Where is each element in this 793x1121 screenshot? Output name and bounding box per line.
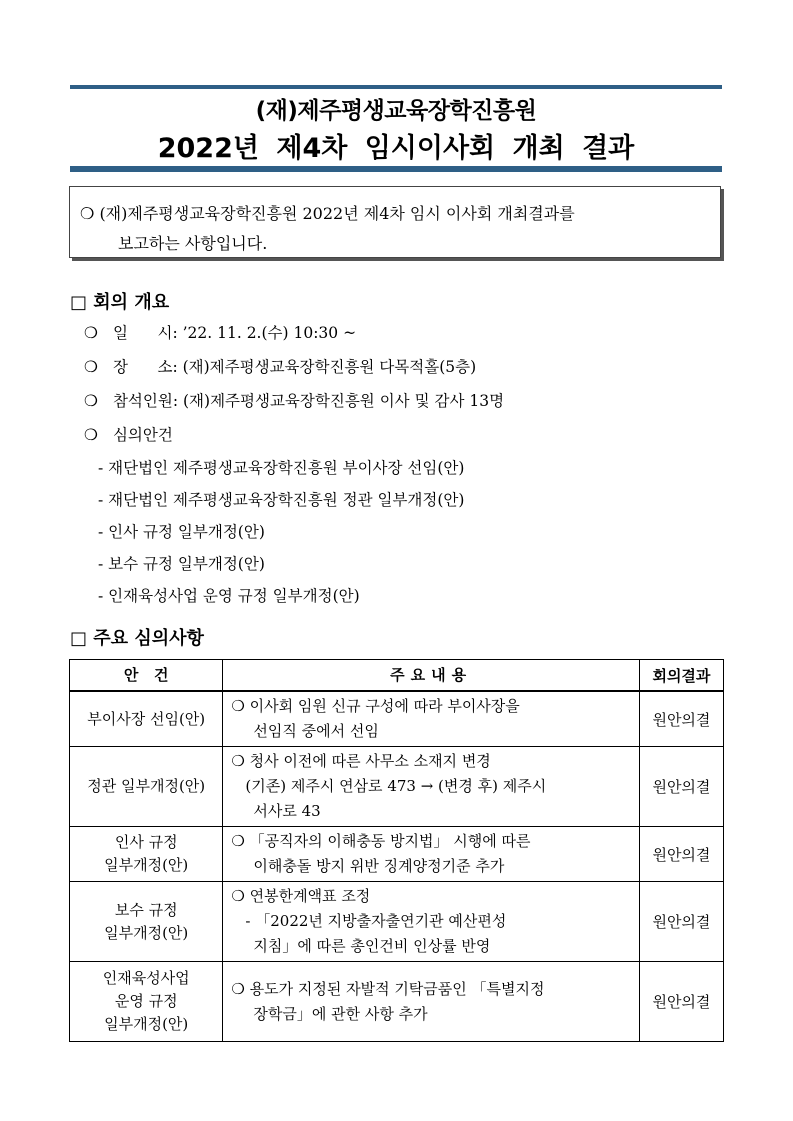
content-line: 선임직 중에서 선임 xyxy=(253,722,379,740)
content-line: - 「2022년 지방출자출연기관 예산편성 xyxy=(245,912,507,930)
overview-value: (재)제주평생교육장학진흥원 다목적홀(5층) xyxy=(182,358,477,376)
agenda-cell-line: 인사 규정 xyxy=(114,833,178,851)
overview-item-datetime xyxy=(84,321,356,343)
content-line: 서사로 43 xyxy=(253,802,321,820)
organization-title: (재)제주평생교육장학진흥원 xyxy=(255,98,537,124)
content-line: ❍ 「공직자의 이해충동 방지법」 시행에 따른 xyxy=(231,832,531,850)
title-top-rule xyxy=(70,85,722,89)
table-row xyxy=(70,827,724,882)
bullet-icon: ❍ xyxy=(84,358,98,376)
title-bottom-rule xyxy=(70,166,722,172)
overview-value: ’22. 11. 2.(수) 10:30 ~ xyxy=(182,324,357,342)
content-cell xyxy=(223,747,640,827)
content-line: ❍ 연봉한계액표 조정 xyxy=(231,887,371,905)
agenda-cell-line: 일부개정(안) xyxy=(104,923,189,942)
result-cell: 원안의결 xyxy=(639,827,723,882)
overview-label: 일 시: xyxy=(112,324,178,342)
column-header-item: 안 건 xyxy=(70,660,223,692)
content-cell xyxy=(223,882,640,962)
agenda-cell xyxy=(70,882,223,962)
column-header-content: 주요내용 xyxy=(223,660,640,692)
content-line: 지침」에 따른 총인건비 인상률 반영 xyxy=(253,937,491,955)
overview-item-attendees xyxy=(84,389,504,411)
summary-line-2: 보고하는 사항입니다. xyxy=(118,234,268,253)
content-line: 이해충돌 방지 위반 징계양정기준 추가 xyxy=(253,857,505,875)
content-line: ❍ 용도가 지정된 자발적 기탁금품인 「특별지정 xyxy=(231,979,545,998)
table-row xyxy=(70,962,724,1042)
content-cell xyxy=(223,827,640,882)
agenda-cell xyxy=(70,827,223,882)
agenda-cell-line: 보수 규정 xyxy=(114,900,178,919)
bullet-icon: ❍ xyxy=(84,392,98,410)
content-line: (기존) 제주시 연삼로 473 → (변경 후) 제주시 xyxy=(245,777,547,795)
table-row xyxy=(70,691,724,747)
section-heading-review: □ 주요 심의사항 xyxy=(70,628,204,649)
agenda-item: - 인사 규정 일부개정(안) xyxy=(98,523,265,541)
bullet-icon: ❍ xyxy=(84,324,98,342)
section-heading-overview: □ 회의 개요 xyxy=(70,292,170,313)
summary-text-1: (재)제주평생교육장학진흥원 2022년 제4차 임시 이사회 개최결과를 xyxy=(99,204,575,223)
agenda-cell xyxy=(70,747,223,827)
content-cell xyxy=(223,691,640,747)
agenda-item: - 재단법인 제주평생교육장학진흥원 정관 일부개정(안) xyxy=(98,491,465,509)
column-header-result: 회의결과 xyxy=(639,660,723,692)
table-header-row xyxy=(70,660,724,692)
agenda-cell-line: 정관 일부개정(안) xyxy=(87,777,206,795)
bullet-icon: ❍ xyxy=(80,204,95,223)
bullet-icon: ❍ xyxy=(84,426,98,444)
content-cell xyxy=(223,962,640,1042)
summary-box xyxy=(69,186,721,258)
overview-label: 참석인원: xyxy=(112,392,179,410)
agenda-item: - 재단법인 제주평생교육장학진흥원 부이사장 선임(안) xyxy=(98,459,465,477)
content-line: ❍ 이사회 임원 신규 구성에 따라 부이사장을 xyxy=(231,697,520,715)
overview-label: 심의안건 xyxy=(112,426,173,444)
table-row xyxy=(70,882,724,962)
agenda-cell-line: 인재육성사업 xyxy=(102,969,190,987)
agenda-cell xyxy=(70,962,223,1042)
overview-item-place xyxy=(84,355,476,377)
overview-item-agenda xyxy=(84,423,173,445)
content-line: ❍ 청사 이전에 따른 사무소 소재지 변경 xyxy=(231,752,491,770)
table-row xyxy=(70,747,724,827)
result-cell: 원안의결 xyxy=(639,882,723,962)
agenda-cell-line: 일부개정(안) xyxy=(104,1015,189,1033)
result-cell: 원안의결 xyxy=(639,962,723,1042)
review-table xyxy=(69,659,724,1042)
agenda-cell-line: 일부개정(안) xyxy=(104,856,189,874)
agenda-cell-line: 부이사장 선임(안) xyxy=(87,709,206,728)
summary-line-1 xyxy=(80,199,710,229)
agenda-cell xyxy=(70,691,223,747)
agenda-item: - 인재육성사업 운영 규정 일부개정(안) xyxy=(98,587,360,605)
result-cell: 원안의결 xyxy=(639,747,723,827)
document-title: 2022년 제4차 임시이사회 개최 결과 xyxy=(157,133,635,164)
overview-label: 장 소: xyxy=(112,358,178,376)
content-line: 장학금」에 관한 사항 추가 xyxy=(253,1004,428,1023)
agenda-item: - 보수 규정 일부개정(안) xyxy=(98,555,265,573)
agenda-cell-line: 운영 규정 xyxy=(114,992,178,1010)
overview-value: (재)제주평생교육장학진흥원 이사 및 감사 13명 xyxy=(183,392,505,410)
result-cell: 원안의결 xyxy=(639,691,723,747)
